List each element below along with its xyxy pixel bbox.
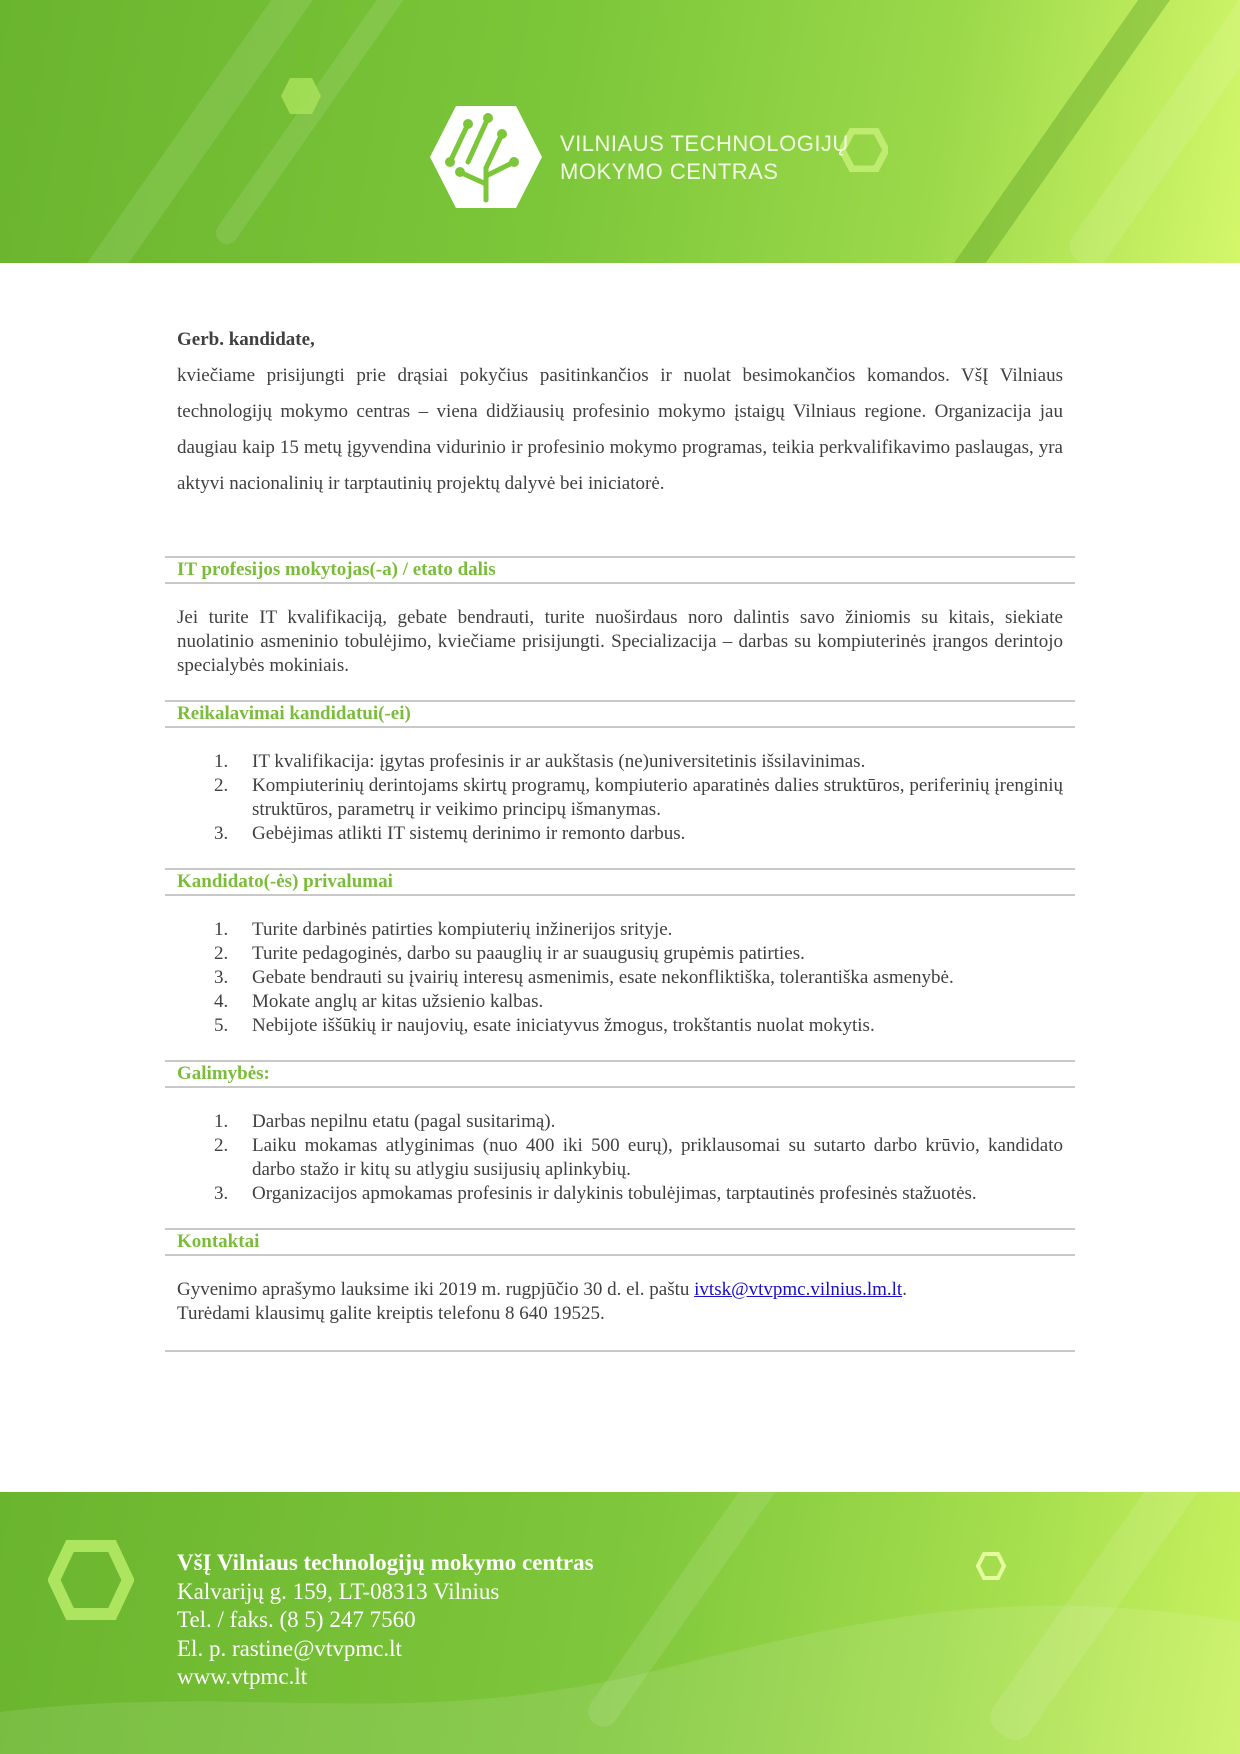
list-item: 1. Turite darbinės patirties kompiuterių inžinerijos srityje. (214, 919, 673, 940)
decorative-stripe (53, 0, 322, 263)
list-item: 3. Gebėjimas atlikti IT sistemų derinimo ir remonto darbus. (214, 823, 686, 844)
logo-line-1: VILNIAUS TECHNOLOGIJŲ (560, 131, 849, 156)
contacts-text: Gyvenimo aprašymo lauksime iki 2019 m. rugpjūčio 30 d. el. paštu (177, 1279, 695, 1300)
footer-banner (0, 1492, 1240, 1754)
organization-logo (428, 104, 849, 210)
footer-address: Kalvarijų g. 159, LT-08313 Vilnius (177, 1578, 500, 1604)
list-item: 1. Darbas nepilnu etatu (pagal susitarimą). (214, 1111, 556, 1132)
greeting: Gerb. kandidate, (177, 329, 315, 350)
divider (165, 1350, 1075, 1352)
footer-email: El. p. rastine@vtvpmc.lt (177, 1635, 402, 1661)
list-item: 1. IT kvalifikacija: įgytas profesinis ir ar aukštasis (ne)universitetinis išsilavinimas. (214, 751, 866, 772)
contacts-paragraph (177, 1278, 1063, 1326)
header-banner (0, 0, 1240, 263)
position-description: Jei turite IT kvalifikaciją, gebate bendrauti, turite nuoširdaus noro dalintis savo žiniomis su kitais, siekiate nuolatinio asmeninio tobulėjimo, kviečiame prisijungti. Specializacija – darbas su kompiuterinės įrangos derintojo specialybės mokiniais. (177, 607, 1063, 676)
hexagon-outline-decoration-icon (48, 1540, 134, 1620)
decorative-stripe (1063, 0, 1240, 263)
job-posting (165, 320, 1075, 1352)
logo-wordmark (560, 130, 849, 186)
opportunities-title: Galimybės: (165, 1060, 1075, 1088)
contacts-phone-text: Turėdami klausimų galite kreiptis telefonu 8 640 19525. (177, 1303, 605, 1324)
position-title: IT profesijos mokytojas(-a) / etato dalis (165, 556, 1075, 584)
hexagon-decoration-icon (280, 76, 322, 116)
footer-contact-block (177, 1549, 594, 1692)
logo-line-2: MOKYMO CENTRAS (560, 159, 779, 184)
requirements-title: Reikalavimai kandidatui(-ei) (165, 700, 1075, 728)
list-item: 4. Mokate anglų ar kitas užsienio kalbas. (214, 991, 544, 1012)
hexagon-decoration-icon (976, 1552, 1006, 1580)
contacts-text-end: . (902, 1279, 907, 1300)
email-link[interactable]: ivtsk@vtvpmc.vilnius.lm.lt (694, 1279, 903, 1300)
list-item: 2. Laiku mokamas atlyginimas (nuo 400 iki 500 eurų), priklausomai su sutarto darbo krūvio, kandidato darbo stažo ir kitų su atlygiu susijusių aplinkybių. (214, 1135, 1063, 1180)
list-item: 3. Gebate bendrauti su įvairių interesų asmenimis, esate nekonfliktiška, tolerantiška asmenybė. (214, 967, 954, 988)
contacts-title: Kontaktai (165, 1228, 1075, 1256)
footer-phone: Tel. / faks. (8 5) 247 7560 (177, 1607, 416, 1632)
advantages-title: Kandidato(-ės) privalumai (165, 868, 1075, 896)
list-item: 2. Kompiuterinių derintojams skirtų programų, kompiuterio aparatinės dalies struktūros, periferinių įrenginių struktūros, parametrų ir veikimo principų išmanymas. (214, 775, 1063, 820)
list-item: 3. Organizacijos apmokamas profesinis ir dalykinis tobulėjimas, tarptautinės profesinės stažuotės. (214, 1183, 977, 1204)
circuit-hexagon-logo-icon (428, 104, 544, 210)
opportunities-list (165, 1110, 1075, 1206)
footer-org-name: VšĮ Vilniaus technologijų mokymo centras (177, 1550, 594, 1575)
list-item: 5. Nebijote iššūkių ir naujovių, esate iniciatyvus žmogus, trokštantis nuolat mokytis. (214, 1015, 875, 1036)
intro-paragraph: kviečiame prisijungti prie drąsiai pokyčius pasitinkančios ir nuolat besimokančios komandos. VšĮ Vilniaus technologijų mokymo centras – viena didžiausių profesinio mokymo įstaigų Vilniaus regione. Organizacija jau daugiau kaip 15 metų įgyvendina vidurinio ir profesinio mokymo programas, teikia perkvalifikavimo paslaugas, yra aktyvi nacionalinių ir tarptautinių projektų dalyvė bei iniciatorė. (177, 365, 1063, 494)
list-item: 2. Turite pedagoginės, darbo su paauglių ir ar suaugusių grupėmis patirties. (214, 943, 805, 964)
requirements-list (165, 750, 1075, 846)
advantages-list (165, 918, 1075, 1038)
footer-website: www.vtpmc.lt (177, 1664, 308, 1689)
